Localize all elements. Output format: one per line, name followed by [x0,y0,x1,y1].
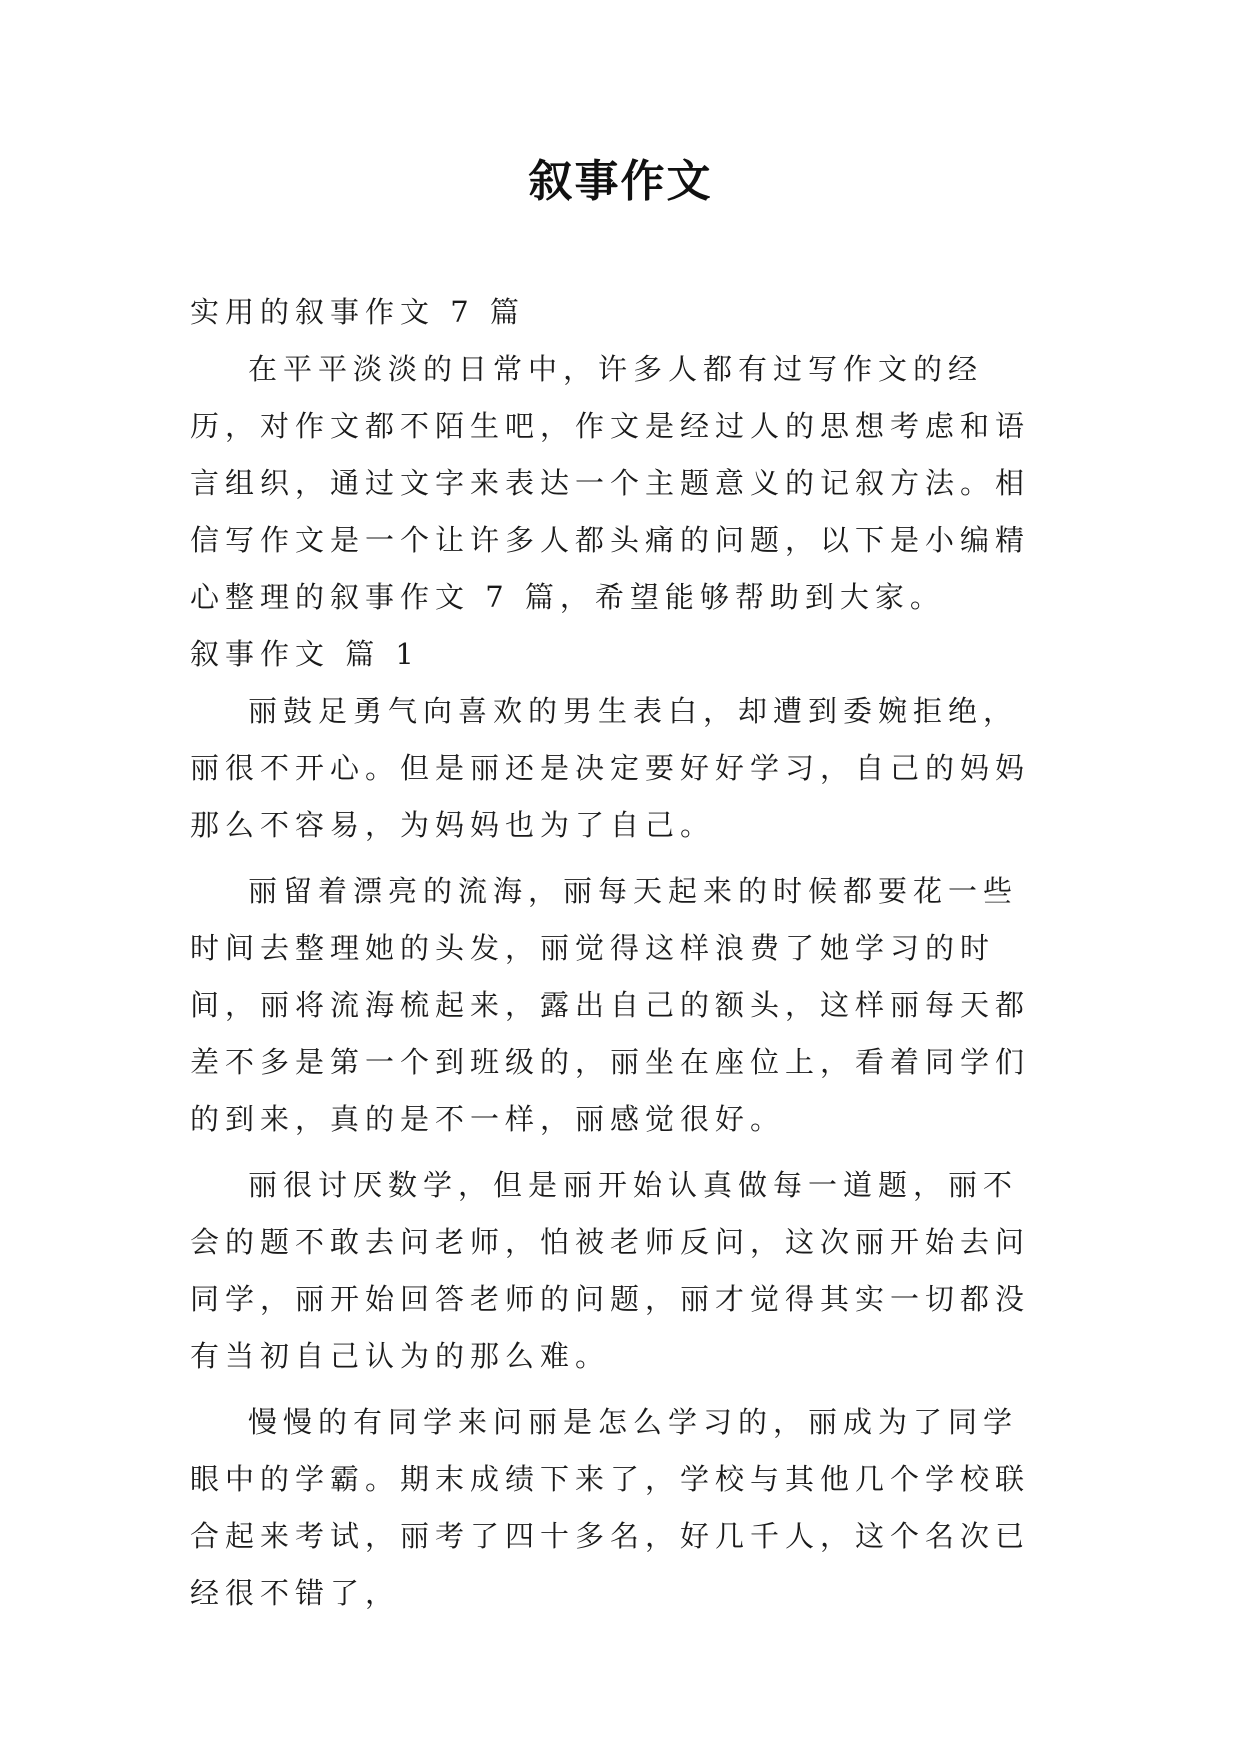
body-paragraph: 丽留着漂亮的流海，丽每天起来的时候都要花一些时间去整理她的头发，丽觉得这样浪费了她学习的时间，丽将流海梳起来，露出自己的额头，这样丽每天都差不多是第一个到班级的，丽坐在座位上，看着同学们的到来，真的是不一样，丽感觉很好。 [190,874,1031,1136]
body-paragraph: 慢慢的有同学来问丽是怎么学习的，丽成为了同学眼中的学霸。期末成绩下来了，学校与其他几个学校联合起来考试，丽考了四十多名，好几千人，这个名次已经很不错了， [190,1405,1031,1610]
document-subtitle: 实用的叙事作文 7 篇 [190,295,525,329]
intro-paragraph: 在平平淡淡的日常中，许多人都有过写作文的经历，对作文都不陌生吧，作文是经过人的思想考虑和语言组织，通过文字来表达一个主题意义的记叙方法。相信写作文是一个让许多人都头痛的问题，以下是小编精心整理的叙事作文 7 篇，希望能够帮助到大家。 [190,352,1031,614]
body-paragraph: 丽鼓足勇气向喜欢的男生表白，却遭到委婉拒绝，丽很不开心。但是丽还是决定要好好学习，自己的妈妈那么不容易，为妈妈也为了自己。 [190,694,1031,842]
section-heading: 叙事作文 篇 1 [190,637,420,671]
body-paragraph: 丽很讨厌数学，但是丽开始认真做每一道题，丽不会的题不敢去问老师，怕被老师反问，这次丽开始去问同学，丽开始回答老师的问题，丽才觉得其实一切都没有当初自己认为的那么难。 [190,1168,1031,1373]
document-title: 叙事作文 [528,156,713,207]
document-body [190,284,1045,1622]
